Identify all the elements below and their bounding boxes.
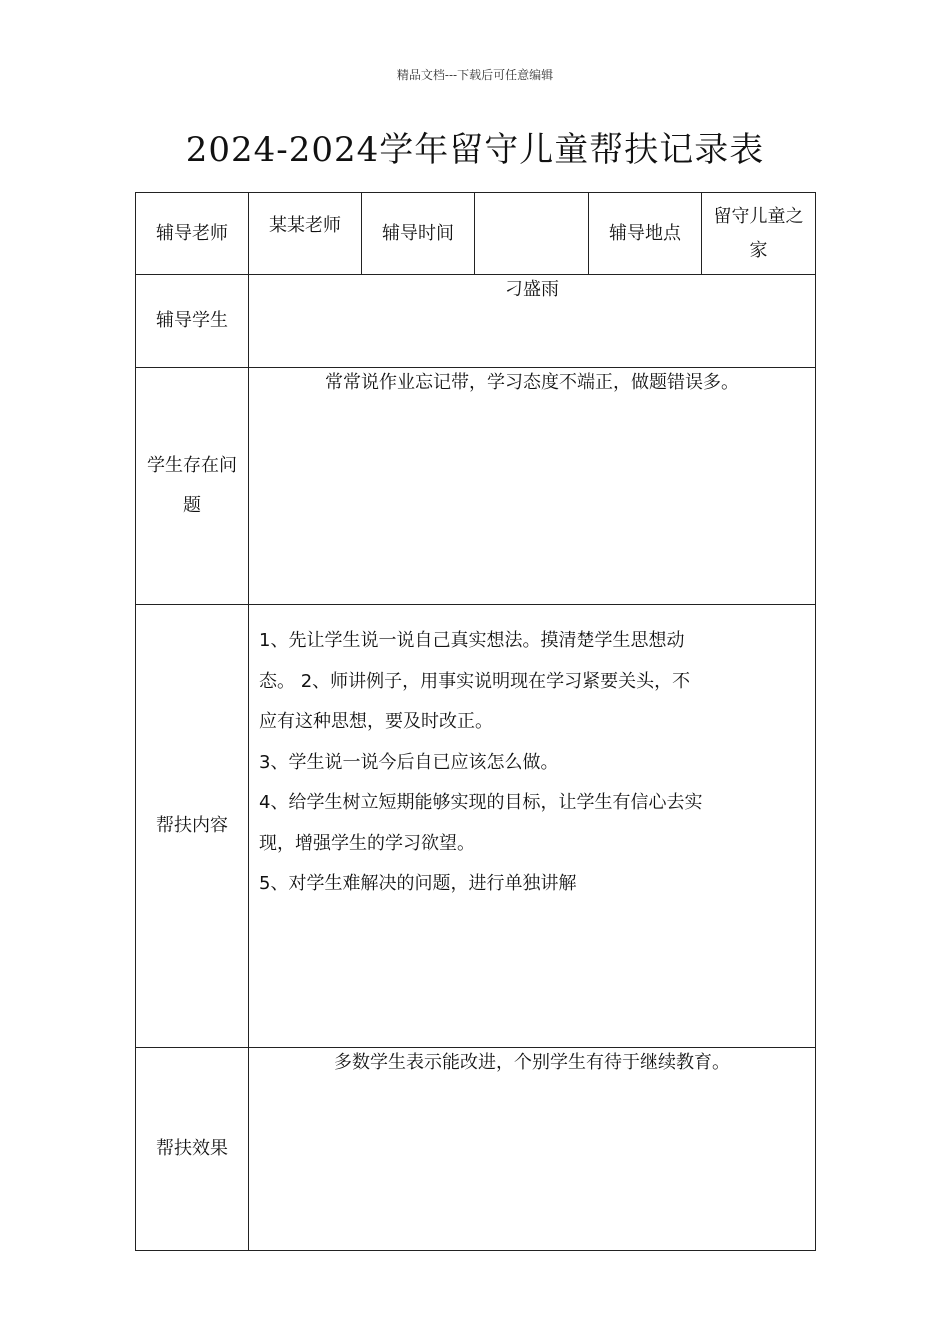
content-line: 1、先让学生说一说自己真实想法。摸清楚学生思想动 (259, 630, 685, 651)
content-label: 帮扶内容 (136, 605, 249, 1048)
content-line: 4、给学生树立短期能够实现的目标，让学生有信心去实 (259, 792, 703, 813)
student-label: 辅导学生 (136, 275, 249, 368)
problem-label-line1: 学生存在问 (147, 455, 237, 476)
problem-label-line2: 题 (183, 495, 201, 516)
problem-value: 常常说作业忘记带，学习态度不端正，做题错误多。 (249, 368, 816, 605)
content-value (249, 605, 816, 1048)
teacher-label: 辅导老师 (136, 193, 249, 275)
table-row-problem (136, 368, 816, 605)
table-row-teacher (136, 193, 816, 275)
header-note: 精品文档---下载后可任意编辑 (396, 68, 554, 82)
location-label: 辅导地点 (589, 193, 702, 275)
record-table (135, 192, 816, 1251)
effect-label: 帮扶效果 (136, 1048, 249, 1251)
problem-label (136, 368, 249, 605)
teacher-value: 某某老师 (249, 193, 362, 275)
location-value (702, 193, 816, 275)
location-value-line1: 留守儿童之 (713, 205, 804, 227)
content-line: 态。 2、师讲例子，用事实说明现在学习紧要关头，不 (259, 670, 691, 692)
location-value-line2: 家 (749, 239, 768, 261)
content-line: 应有这种思想，要及时改正。 (259, 711, 493, 732)
table-row-content (136, 605, 816, 1048)
table-row-effect (136, 1048, 816, 1251)
content-line: 5、对学生难解决的问题，进行单独讲解 (259, 873, 577, 894)
table-row-student (136, 275, 816, 368)
time-label: 辅导时间 (362, 193, 475, 275)
effect-value: 多数学生表示能改进，个别学生有待于继续教育。 (249, 1048, 816, 1251)
time-value (475, 193, 589, 275)
student-value: 刁盛雨 (249, 275, 816, 368)
content-line: 现，增强学生的学习欲望。 (259, 832, 475, 854)
page-title: 2024-2024学年留守儿童帮扶记录表 (185, 130, 765, 170)
content-line: 3、学生说一说今后自已应该怎么做。 (259, 751, 559, 773)
